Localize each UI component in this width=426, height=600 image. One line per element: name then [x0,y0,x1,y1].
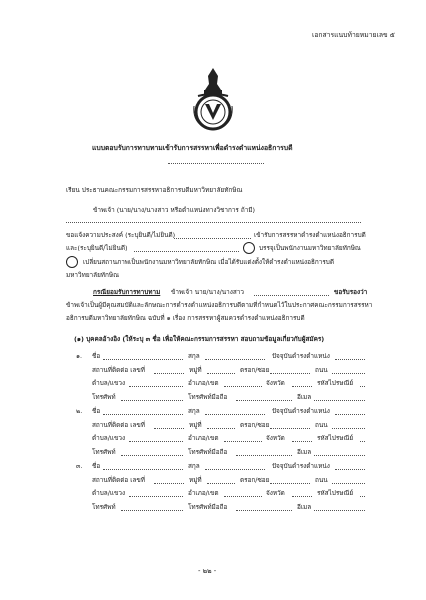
ref-amphoe-field[interactable] [224,441,262,442]
ref-moo-field[interactable] [207,428,235,429]
ref-soi-field[interactable] [270,483,310,484]
ref-phone-field[interactable] [121,455,183,456]
mobile-label: โทรศัพท์มือถือ [188,392,228,401]
p1-line1-label: ข้าพเจ้า (นาย/นาง/นางสาว หรือตำแหน่งทางวิชาการ ถ้ามี) [93,206,256,214]
moo-label: หมู่ที่ [189,365,202,374]
p2-line2: ข้าพเจ้าเป็นผู้มีคุณสมบัติและลักษณะการดำรงตำแหน่งอธิการบดีตามที่กำหนดไว้ในประกาศคณะกรรมการสรรหา [66,301,373,309]
ref-soi-field[interactable] [270,428,310,429]
address-label: สถานที่ติดต่อ เลขที่ [92,420,145,429]
ref-moo-field[interactable] [207,373,235,374]
amphoe-label: อำเภอ/เขต [188,434,219,442]
ref-number: ๑. [76,352,83,360]
certify-label: ขอรับรองว่า [334,288,368,296]
ref-email-field[interactable] [314,455,365,456]
address-label: สถานที่ติดต่อ เลขที่ [92,365,145,374]
ref-amphoe-field[interactable] [224,496,262,497]
willing-recruit-field[interactable] [174,238,251,239]
tambon-label: ตำบล/แขวง [92,489,126,497]
position-label: ปัจจุบันดำรงตำแหน่ง [272,407,330,415]
ref-postcode-field[interactable] [360,496,365,497]
road-label: ถนน [315,365,328,374]
ref-email-field[interactable] [314,510,365,511]
willing-employ-field[interactable] [134,251,239,252]
ref-surname-field[interactable] [205,359,265,360]
ref-road-field[interactable] [332,483,365,484]
ref-name-field[interactable] [103,414,183,415]
ref-tambon-field[interactable] [129,496,183,497]
name-label: ชื่อ [92,407,101,415]
ref-province-field[interactable] [292,496,312,497]
surname-label: สกุล [188,462,200,470]
province-label: จังหวัด [266,434,285,442]
phone-label: โทรศัพท์ [92,392,116,401]
form-title: แบบตอบรับการทาบทามเข้ารับการสรรหาเพื่อดำรงตำแหน่งอธิการบดี [92,144,293,152]
status-change-option-circle[interactable] [66,256,78,268]
ref-province-field[interactable] [292,386,312,387]
ref-postcode-field[interactable] [360,386,365,387]
ref-mobile-field[interactable] [236,455,292,456]
ref-mobile-field[interactable] [236,510,292,511]
province-label: จังหวัด [266,379,285,387]
email-label: อีเมล [297,447,312,456]
postcode-label: รหัสไปรษณีย์ [317,379,354,387]
soi-label: ตรอก/ซอย [240,365,270,374]
position-label: ปัจจุบันดำรงตำแหน่ง [272,462,330,470]
ref-address-field[interactable] [154,483,184,484]
mobile-label: โทรศัพท์มือถือ [188,447,228,456]
moo-label: หมู่ที่ [189,475,202,484]
ref-province-field[interactable] [292,441,312,442]
name-label: ชื่อ [92,352,101,360]
surname-label: สกุล [188,407,200,415]
postcode-label: รหัสไปรษณีย์ [317,434,354,442]
p1-line4: เปลี่ยนสถานภาพเป็นพนักงานมหาวิทยาลัยทักษิณ เมื่อได้รับแต่งตั้งให้ดำรงตำแหน่งอธิการบดี [83,258,334,266]
ref-moo-field[interactable] [207,483,235,484]
ref-position-field[interactable] [335,359,365,360]
ref-surname-field[interactable] [205,469,265,470]
p1-line2-tail: เข้ารับการสรรหาดำรงตำแหน่งอธิการบดี [254,231,366,239]
title-underline [168,163,264,164]
tambon-label: ตำบล/แขวง [92,379,126,387]
ref-position-field[interactable] [335,414,365,415]
postcode-label: รหัสไปรษณีย์ [317,489,354,497]
acceptance-name-field[interactable] [254,295,329,296]
ref-position-field[interactable] [335,469,365,470]
acceptance-intro: ข้าพเจ้า นาย/นาง/นางสาว [171,288,244,296]
soi-label: ตรอก/ซอย [240,420,270,429]
ref-tambon-field[interactable] [129,386,183,387]
ref-soi-field[interactable] [270,373,310,374]
phone-label: โทรศัพท์ [92,447,116,456]
salutation: เรียน ประธานคณะกรรมการสรรหาอธิการบดีมหาวิทยาลัยทักษิณ [66,186,243,194]
ref-phone-field[interactable] [121,510,183,511]
tambon-label: ตำบล/แขวง [92,434,126,442]
address-label: สถานที่ติดต่อ เลขที่ [92,475,145,484]
position-label: ปัจจุบันดำรงตำแหน่ง [272,352,330,360]
amphoe-label: อำเภอ/เขต [188,379,219,387]
ref-phone-field[interactable] [121,400,183,401]
email-label: อีเมล [297,502,312,511]
ref-email-field[interactable] [314,400,365,401]
p1-line3-label: และ(ระบุยินดี/ไม่ยินดี) [66,244,128,252]
phone-label: โทรศัพท์ [92,502,116,511]
ref-mobile-field[interactable] [236,400,292,401]
road-label: ถนน [315,420,328,429]
acceptance-heading: กรณียอมรับการทาบทาม [93,288,161,296]
name-label: ชื่อ [92,462,101,470]
ref-postcode-field[interactable] [360,441,365,442]
soi-label: ตรอก/ซอย [240,475,270,484]
p1-line5: มหาวิทยาลัยทักษิณ [66,271,120,279]
page-number: - ๒๒ - [198,567,217,575]
ref-address-field[interactable] [154,428,184,429]
ref-road-field[interactable] [332,373,365,374]
mobile-label: โทรศัพท์มือถือ [188,502,228,511]
amphoe-label: อำเภอ/เขต [188,489,219,497]
ref-surname-field[interactable] [205,414,265,415]
employ-option-circle[interactable] [243,242,255,254]
ref-address-field[interactable] [154,373,184,374]
ref-amphoe-field[interactable] [224,386,262,387]
ref-number: ๒. [76,407,83,415]
ref-tambon-field[interactable] [129,441,183,442]
surname-label: สกุล [188,352,200,360]
ref-road-field[interactable] [332,428,365,429]
university-seal-icon [186,66,240,132]
applicant-name-field[interactable] [66,222,361,223]
province-label: จังหวัด [266,489,285,497]
ref-name-field[interactable] [103,359,183,360]
moo-label: หมู่ที่ [189,420,202,429]
p1-line3-tail: บรรจุเป็นพนักงานมหาวิทยาลัยทักษิณ [259,244,361,252]
references-heading: (๑) บุคคลอ้างอิง (ให้ระบุ ๓ ชื่อ เพื่อให้คณะกรรมการสรรหา สอบถามข้อมูลเกี่ยวกับผู้สมัคร) [74,335,325,343]
document-reference: เอกสารแนบท้ายหมายเลข ๕ [312,31,395,39]
ref-name-field[interactable] [103,469,183,470]
p1-line2-label: ขอแจ้งความประสงค์ (ระบุยินดี/ไม่ยินดี) [66,231,176,239]
road-label: ถนน [315,475,328,484]
ref-number: ๓. [76,462,83,470]
email-label: อีเมล [297,392,312,401]
p2-line3: อธิการบดีมหาวิทยาลัยทักษิณ ฉบับที่ ๑ เรื่อง การสรรหาผู้สมควรดำรงตำแหน่งอธิการบดี [66,314,305,322]
